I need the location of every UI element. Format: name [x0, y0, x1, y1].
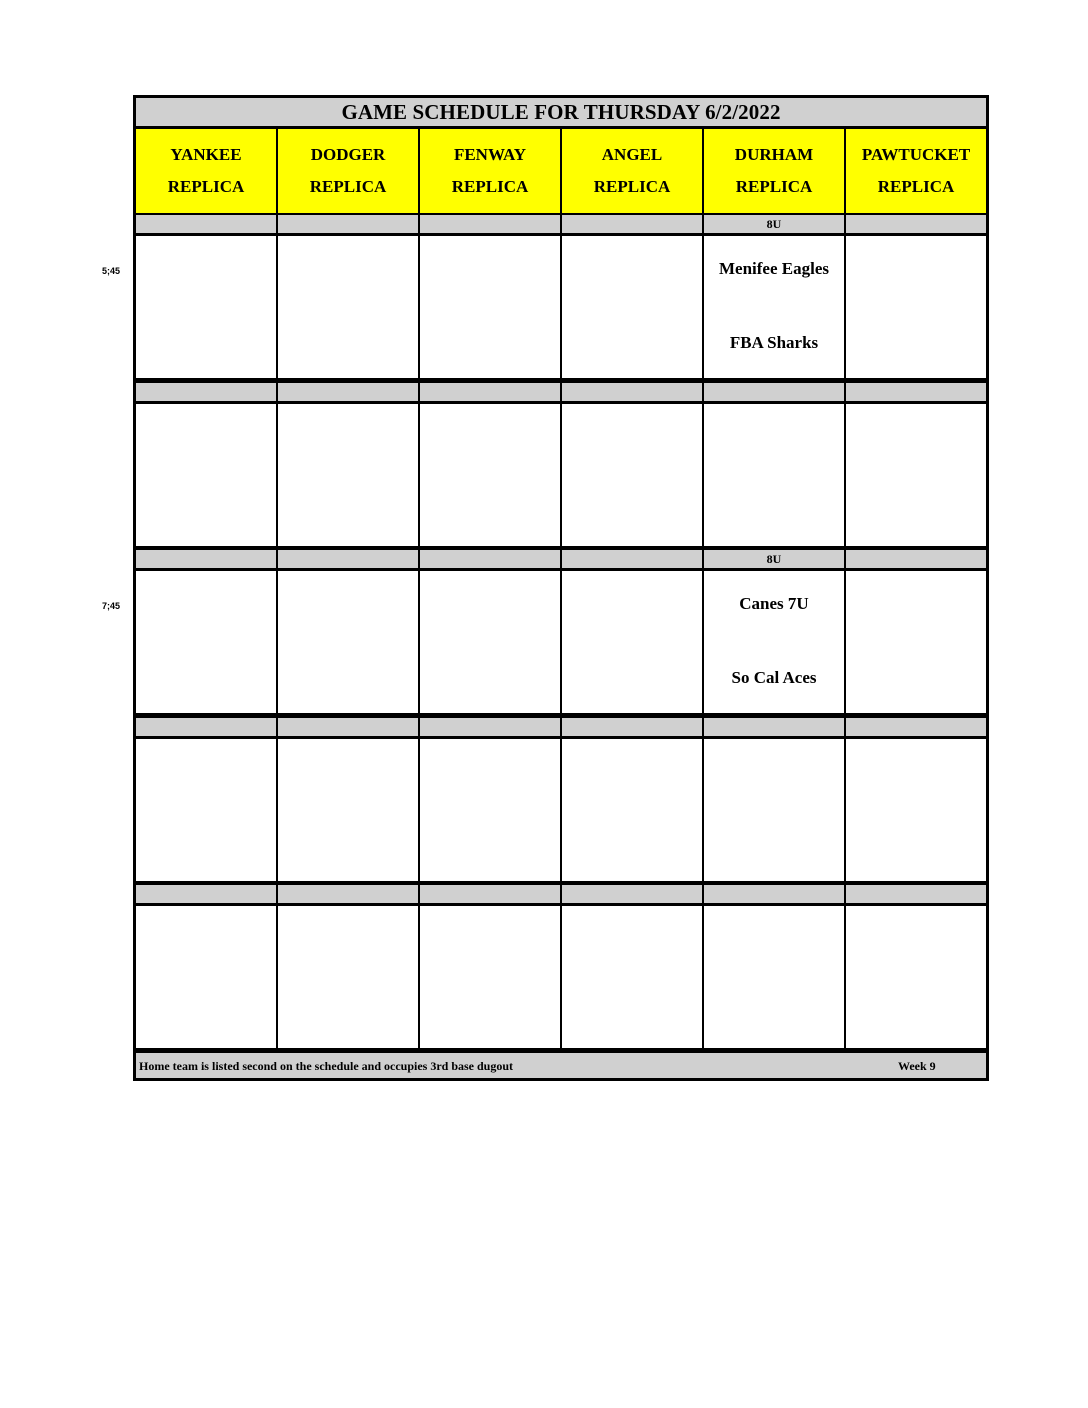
division-cell — [846, 550, 986, 568]
division-cell — [562, 718, 702, 736]
division-cell — [846, 718, 986, 736]
field-subtitle: REPLICA — [167, 177, 245, 196]
field-subtitle: REPLICA — [309, 177, 387, 196]
division-cell — [704, 885, 844, 903]
game-cell — [136, 404, 276, 546]
game-row — [136, 739, 986, 881]
home-team: So Cal Aces — [731, 668, 817, 687]
division-cell — [278, 550, 418, 568]
game-cell — [278, 906, 418, 1048]
game-cell — [562, 906, 702, 1048]
field-header-durham — [704, 129, 844, 213]
division-cell — [704, 383, 844, 401]
division-cell — [136, 215, 276, 233]
division-cell — [562, 383, 702, 401]
division-row — [136, 550, 986, 568]
field-name: DURHAM — [734, 145, 814, 164]
game-row — [136, 236, 986, 378]
division-cell: 8U — [704, 215, 844, 233]
division-cell — [420, 215, 560, 233]
division-cell — [846, 885, 986, 903]
game-cell — [420, 906, 560, 1048]
game-cell — [420, 739, 560, 881]
field-name: PAWTUCKET — [861, 145, 971, 164]
division-cell — [136, 550, 276, 568]
game-cell — [704, 739, 844, 881]
schedule-title: GAME SCHEDULE FOR THURSDAY 6/2/2022 — [136, 98, 986, 126]
field-name: FENWAY — [453, 145, 527, 164]
field-header-angel — [562, 129, 702, 213]
game-cell — [420, 571, 560, 713]
game-cell — [278, 739, 418, 881]
division-cell — [278, 383, 418, 401]
time-label: 5;45 — [102, 266, 121, 276]
division-cell: 8U — [704, 550, 844, 568]
division-cell — [562, 550, 702, 568]
field-subtitle: REPLICA — [451, 177, 529, 196]
division-cell — [562, 215, 702, 233]
field-subtitle: REPLICA — [877, 177, 955, 196]
field-header-yankee — [136, 129, 276, 213]
field-header-fenway — [420, 129, 560, 213]
game-cell — [704, 571, 844, 713]
game-cell — [136, 236, 276, 378]
division-cell — [136, 383, 276, 401]
game-cell — [846, 571, 986, 713]
division-cell — [420, 718, 560, 736]
division-cell — [846, 383, 986, 401]
game-cell — [562, 236, 702, 378]
game-row — [136, 404, 986, 546]
game-cell — [278, 404, 418, 546]
division-cell — [420, 885, 560, 903]
away-team: Canes 7U — [739, 594, 809, 613]
division-cell — [278, 215, 418, 233]
field-name: ANGEL — [601, 145, 663, 164]
division-cell — [420, 550, 560, 568]
division-cell — [136, 718, 276, 736]
home-team: FBA Sharks — [729, 333, 819, 352]
field-subtitle: REPLICA — [735, 177, 813, 196]
time-label: 7;45 — [102, 601, 121, 611]
game-cell — [562, 571, 702, 713]
game-cell — [704, 236, 844, 378]
division-row — [136, 885, 986, 903]
field-name: YANKEE — [170, 145, 242, 164]
game-row — [136, 906, 986, 1048]
division-row — [136, 718, 986, 736]
field-header-dodger — [278, 129, 418, 213]
footer-bar — [136, 1053, 986, 1078]
game-cell — [136, 739, 276, 881]
game-row — [136, 571, 986, 713]
game-cell — [278, 236, 418, 378]
game-cell — [846, 906, 986, 1048]
division-cell — [704, 718, 844, 736]
division-cell — [562, 885, 702, 903]
division-cell — [846, 215, 986, 233]
game-cell — [136, 906, 276, 1048]
game-cell — [278, 571, 418, 713]
division-cell — [278, 718, 418, 736]
game-cell — [562, 404, 702, 546]
game-cell — [704, 906, 844, 1048]
division-row — [136, 215, 986, 233]
game-cell — [420, 236, 560, 378]
game-cell — [562, 739, 702, 881]
field-header-pawtucket — [846, 129, 986, 213]
division-cell — [420, 383, 560, 401]
field-header-row — [136, 129, 986, 213]
field-subtitle: REPLICA — [593, 177, 671, 196]
division-row — [136, 383, 986, 401]
field-name: DODGER — [310, 145, 386, 164]
division-cell — [136, 885, 276, 903]
away-team: Menifee Eagles — [719, 259, 829, 278]
schedule-table — [133, 95, 989, 1081]
week-label: Week 9 — [898, 1059, 936, 1073]
division-cell — [278, 885, 418, 903]
game-cell — [136, 571, 276, 713]
game-cell — [704, 404, 844, 546]
game-cell — [846, 739, 986, 881]
footer-note: Home team is listed second on the schedule and occupies 3rd base dugout — [139, 1059, 514, 1073]
game-cell — [846, 236, 986, 378]
game-cell — [420, 404, 560, 546]
game-cell — [846, 404, 986, 546]
